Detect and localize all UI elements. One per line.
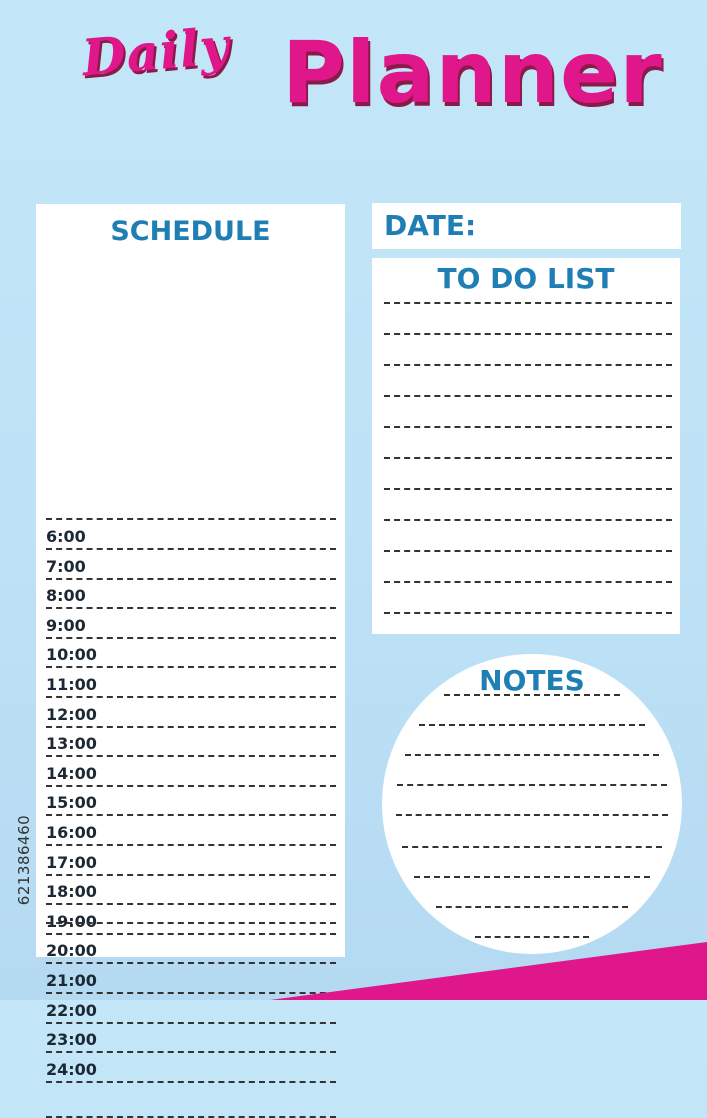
title-daily: Daily xyxy=(79,15,233,88)
schedule-time-label: 8:00 xyxy=(46,586,86,606)
schedule-time-label: 7:00 xyxy=(46,556,86,576)
schedule-time-label: 9:00 xyxy=(46,615,86,635)
schedule-time-label: 21:00 xyxy=(46,971,97,990)
side-id-text xyxy=(12,760,36,960)
schedule-line[interactable] xyxy=(46,1088,336,1118)
schedule-heading: SCHEDULE xyxy=(110,216,271,247)
todo-heading: TO DO LIST xyxy=(437,262,615,295)
schedule-time-label: 12:00 xyxy=(46,704,97,724)
title-planner: Planner xyxy=(282,23,663,123)
schedule-time-label: 6:00 xyxy=(46,527,86,546)
schedule-row[interactable] xyxy=(46,1053,336,1083)
schedule-time-label: 17:00 xyxy=(46,852,97,872)
schedule-time-label: 18:00 xyxy=(46,882,97,902)
schedule-row[interactable] xyxy=(46,1023,336,1053)
date-label: DATE: xyxy=(384,209,477,242)
schedule-time-label: 19:00 xyxy=(46,911,97,931)
notes-heading: NOTES xyxy=(479,664,585,697)
schedule-time-label: 23:00 xyxy=(46,1030,97,1050)
schedule-time-label: 16:00 xyxy=(46,823,97,842)
schedule-time-label: 14:00 xyxy=(46,763,97,783)
schedule-time-label: 20:00 xyxy=(46,941,97,961)
schedule-time-label: 13:00 xyxy=(46,734,97,754)
schedule-time-label: 24:00 xyxy=(46,1059,97,1079)
schedule-time-label: 10:00 xyxy=(46,645,97,665)
side-id-label: 621386460 xyxy=(15,814,33,906)
schedule-time-label: 22:00 xyxy=(46,1000,97,1020)
schedule-time-label: 15:00 xyxy=(46,793,97,813)
schedule-time-label: 11:00 xyxy=(46,675,97,694)
